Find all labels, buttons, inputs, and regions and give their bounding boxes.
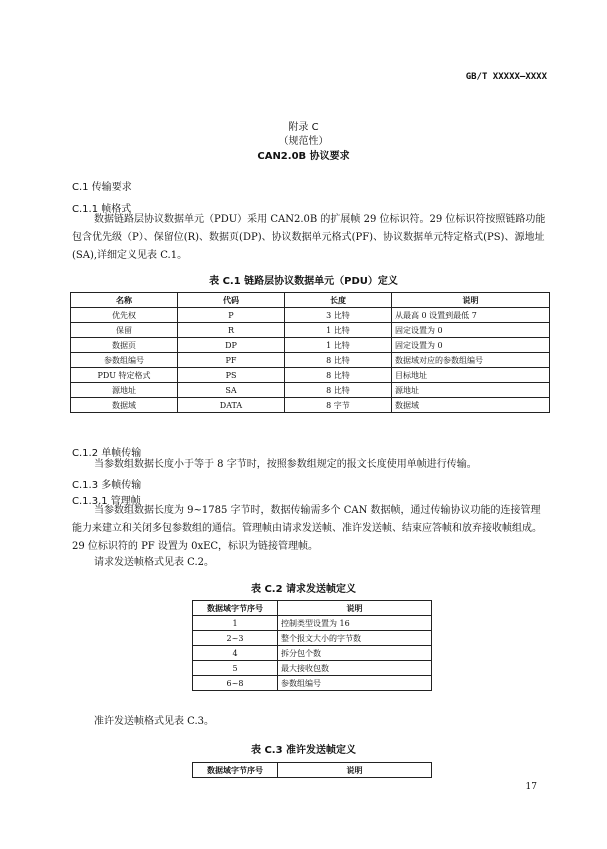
section-c131-text: 当参数组数据长度为 9~1785 字节时，数据传输需多个 CAN 数据帧，通过传输协议功能的连接管理能力来建立和关闭多包参数组的通信。管理帧由请求发送帧、准许发送帧、结束应答帧和放弃接收帧组成。29 位标识符的 PF 设置为 0xEC，标识为链接管理帧。 [72, 505, 542, 552]
table-cell: PS [178, 368, 285, 383]
table-row [71, 353, 550, 368]
table3-header-cell: 数据域字节序号 [193, 763, 278, 778]
table-cell: 1 [193, 616, 278, 631]
table-row [193, 631, 432, 646]
table1-header-row [71, 293, 550, 308]
table3-header-cell: 说明 [278, 763, 432, 778]
table-cell: 参数组编号 [71, 353, 178, 368]
table-cell: 8 比特 [285, 368, 392, 383]
table-cell: 5 [193, 661, 278, 676]
table-row [71, 308, 550, 323]
table-row [193, 616, 432, 631]
table3-caption: 表 C.3 准许发送帧定义 [250, 745, 357, 756]
table-cell: 保留 [71, 323, 178, 338]
table-cell: 数据域 [392, 398, 550, 413]
table-cell: 数据域对应的参数组编号 [392, 353, 550, 368]
appendix-title: 附录 C [288, 122, 319, 133]
table-cell: 固定设置为 0 [392, 338, 550, 353]
table-cell: DATA [178, 398, 285, 413]
table-cell: 最大接收包数 [278, 661, 432, 676]
section-c12-heading: C.1.2 单帧传输 [72, 448, 142, 459]
table-cell: 固定设置为 0 [392, 323, 550, 338]
table-cell: P [178, 308, 285, 323]
section-c11-text: 数据链路层协议数据单元（PDU）采用 CAN2.0B 的扩展帧 29 位标识符。29 位标识符按照链路功能包含优先级（P）、保留位(R)、数据页(DP)、协议数据单元格式(PF)、协议数据单元特定格式(PS)、源地址(SA),详细定义见表 C.1。 [72, 214, 546, 261]
table-cell: 8 比特 [285, 353, 392, 368]
table1-header-cell: 说明 [392, 293, 550, 308]
table2-header-cell: 说明 [278, 601, 432, 616]
section-c11-paragraph [72, 211, 550, 265]
table-row [71, 368, 550, 383]
table-cell: PF [178, 353, 285, 368]
table-cell: 数据页 [71, 338, 178, 353]
table-cell: 6~8 [193, 676, 278, 691]
table-cell: 从最高 0 设置到最低 7 [392, 308, 550, 323]
section-c1-heading: C.1 传输要求 [72, 182, 132, 193]
table3-reference-text: 准许发送帧格式见表 C.3。 [94, 716, 215, 727]
table-row [193, 646, 432, 661]
table-cell: SA [178, 383, 285, 398]
table-row [71, 398, 550, 413]
table-cell: R [178, 323, 285, 338]
table-row [71, 338, 550, 353]
table-cell: 数据域 [71, 398, 178, 413]
appendix-subtitle: CAN2.0B 协议要求 [257, 151, 350, 162]
table-row [71, 323, 550, 338]
appendix-type: （规范性） [278, 136, 329, 147]
document-code: GB/T XXXXX—XXXX [465, 72, 547, 82]
section-c13-heading: C.1.3 多帧传输 [72, 480, 142, 491]
table2-reference [72, 554, 550, 572]
table-cell: 8 字节 [285, 398, 392, 413]
section-c12-text: 当参数组数据长度小于等于 8 字节时，按照参数组规定的报文长度使用单帧进行传输。 [94, 459, 477, 470]
table-cell: 优先权 [71, 308, 178, 323]
table1-header-cell: 代码 [178, 293, 285, 308]
section-c131-paragraph [72, 502, 550, 556]
section-c131-heading: C.1.3.1 管理帧 [72, 496, 141, 507]
table-cell: PDU 特定格式 [71, 368, 178, 383]
table-cell: 4 [193, 646, 278, 661]
table-cell: 源地址 [392, 383, 550, 398]
table1-caption: 表 C.1 链路层协议数据单元（PDU）定义 [209, 276, 398, 287]
table3-header-row [193, 763, 432, 778]
table2-header-cell: 数据域字节序号 [193, 601, 278, 616]
table-row [193, 661, 432, 676]
table1-header-cell: 名称 [71, 293, 178, 308]
section-c11-heading: C.1.1 帧格式 [72, 204, 132, 215]
table2-caption: 表 C.2 请求发送帧定义 [250, 584, 357, 595]
table-row [71, 383, 550, 398]
table1-header-cell: 长度 [285, 293, 392, 308]
section-c12-paragraph [72, 456, 550, 474]
table-cell: 8 比特 [285, 383, 392, 398]
table-cell: 1 比特 [285, 323, 392, 338]
table3-reference [72, 713, 550, 731]
table3 [192, 762, 432, 778]
table2-reference-text: 请求发送帧格式见表 C.2。 [94, 557, 215, 568]
table-cell: 拆分包个数 [278, 646, 432, 661]
table-cell: 2~3 [193, 631, 278, 646]
table1 [70, 292, 550, 413]
table-cell: 源地址 [71, 383, 178, 398]
table-cell: 整个报文大小的字节数 [278, 631, 432, 646]
table-cell: 1 比特 [285, 338, 392, 353]
table-cell: 参数组编号 [278, 676, 432, 691]
table-cell: 目标地址 [392, 368, 550, 383]
table2 [192, 600, 432, 691]
table2-header-row [193, 601, 432, 616]
page-number: 17 [525, 782, 537, 792]
table-cell: 3 比特 [285, 308, 392, 323]
table-cell: 控制类型设置为 16 [278, 616, 432, 631]
table-cell: DP [178, 338, 285, 353]
table-row [193, 676, 432, 691]
